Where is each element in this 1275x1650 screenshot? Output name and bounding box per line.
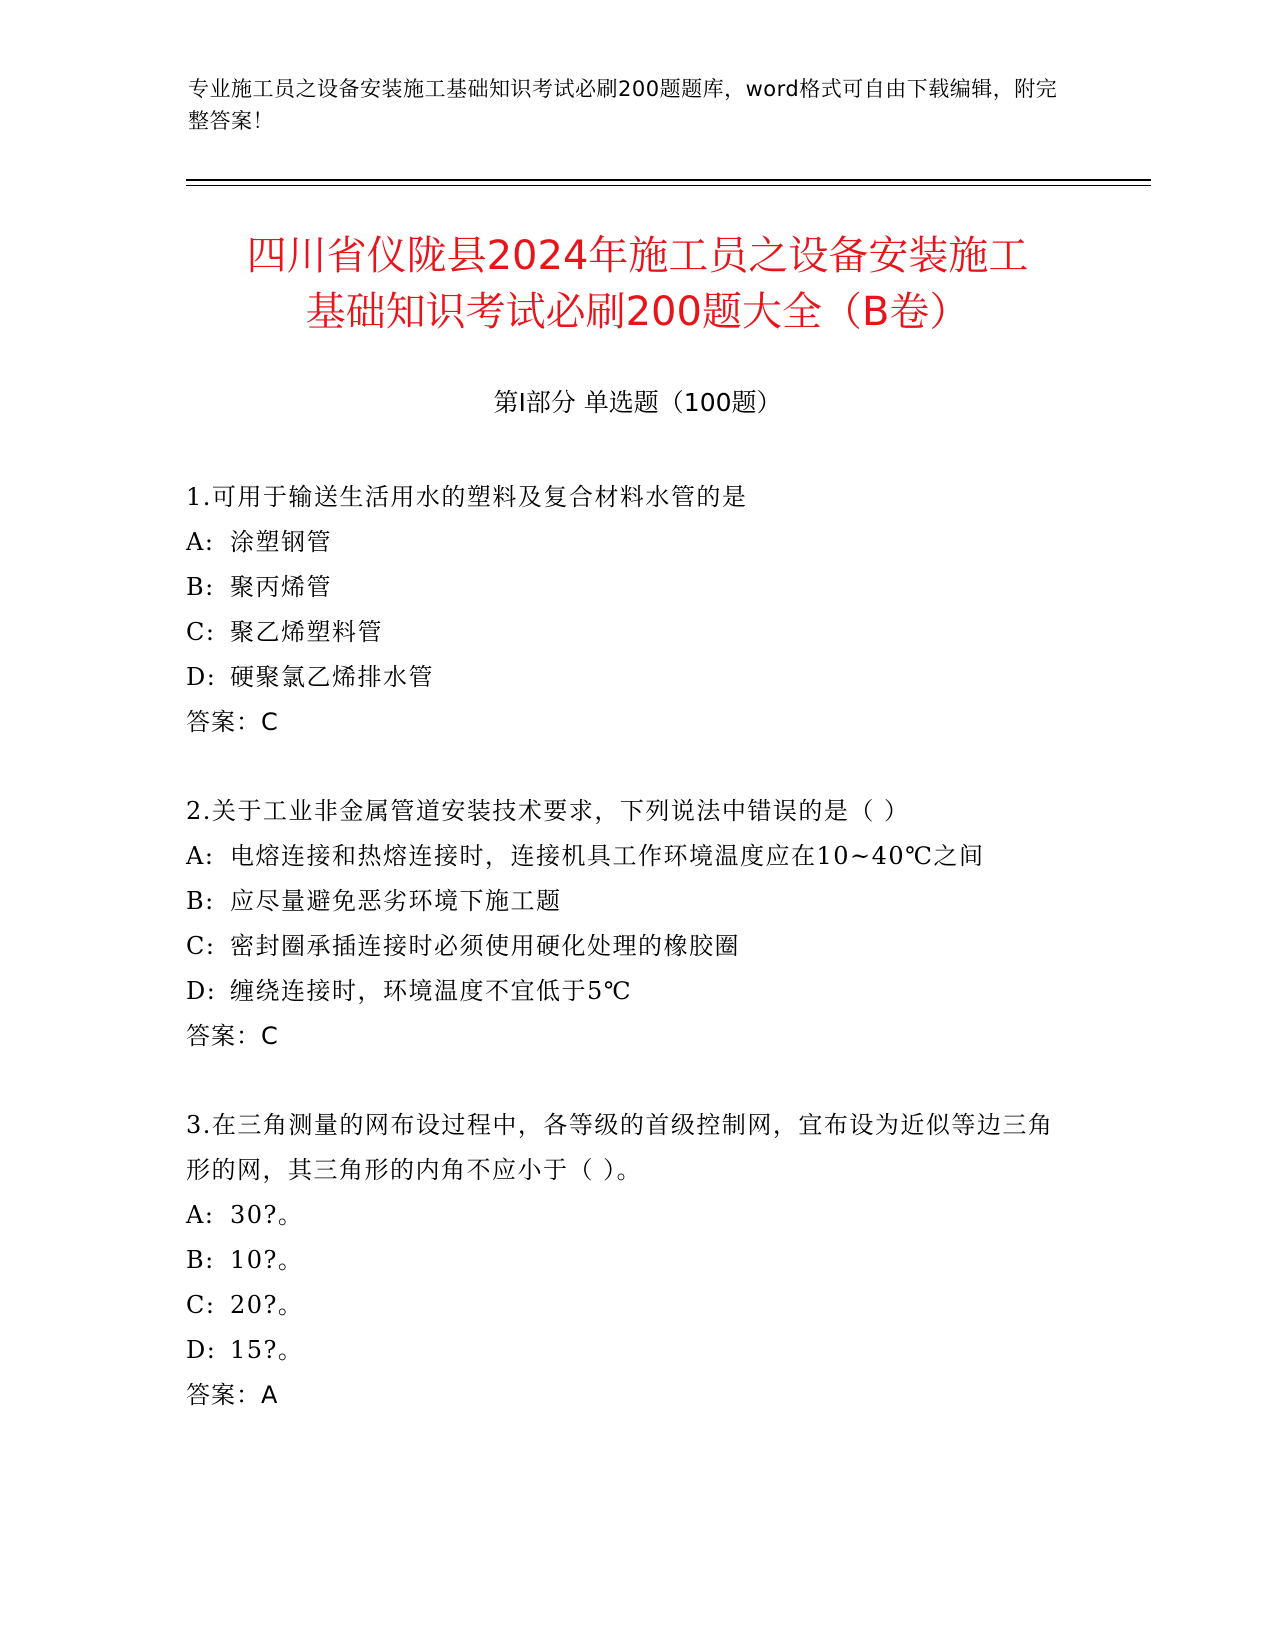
answer: 答案：C	[186, 1022, 279, 1050]
option-key: B:	[186, 573, 215, 601]
option-a	[186, 834, 1086, 879]
option-key: D:	[186, 1336, 217, 1364]
question-1	[186, 475, 1086, 745]
option-text: 涂塑钢管	[230, 528, 332, 556]
option-a	[186, 1193, 1086, 1238]
answer: 答案：C	[186, 708, 279, 736]
option-b	[186, 565, 1086, 610]
header-divider-thin	[186, 185, 1151, 186]
option-b	[186, 1238, 1086, 1283]
option-text: 15?。	[230, 1336, 304, 1364]
option-key: C:	[186, 618, 216, 646]
option-c	[186, 1283, 1086, 1328]
document-title-line-1: 四川省仪陇县2024年施工员之设备安装施工	[246, 233, 1029, 279]
header-note: 专业施工员之设备安装施工基础知识考试必刷200题题库，word格式可自由下载编辑，附完整答案！	[188, 77, 1058, 133]
option-c	[186, 924, 1086, 969]
option-key: C:	[186, 932, 216, 960]
section-title: 第Ⅰ部分 单选题（100题）	[493, 388, 782, 417]
option-b	[186, 879, 1086, 924]
question-2	[186, 789, 1086, 1059]
question-3	[186, 1103, 1086, 1418]
document-title	[150, 228, 1125, 340]
question-list	[186, 475, 1086, 1462]
question-stem: 1.可用于输送生活用水的塑料及复合材料水管的是	[186, 483, 748, 511]
option-text: 20?。	[230, 1291, 304, 1319]
option-a	[186, 520, 1086, 565]
option-key: D:	[186, 977, 217, 1005]
option-text: 10?。	[230, 1246, 304, 1274]
option-key: A:	[186, 528, 215, 556]
document-title-line-2: 基础知识考试必刷200题大全（B卷）	[305, 289, 970, 335]
question-stem: 2.关于工业非金属管道安装技术要求，下列说法中错误的是（ ）	[186, 797, 910, 825]
option-text: 缠绕连接时，环境温度不宜低于5℃	[230, 977, 633, 1005]
option-text: 硬聚氯乙烯排水管	[230, 663, 434, 691]
option-text: 30?。	[230, 1201, 304, 1229]
option-text: 电熔连接和热熔连接时，连接机具工作环境温度应在10~40℃之间	[230, 842, 985, 870]
question-stem: 3.在三角测量的网布设过程中，各等级的首级控制网，宜布设为近似等边三角形的网，其三角形的内角不应小于（ ）。	[186, 1111, 1054, 1184]
option-d	[186, 655, 1086, 700]
option-text: 聚丙烯管	[230, 573, 332, 601]
option-d	[186, 1328, 1086, 1373]
option-key: C:	[186, 1291, 216, 1319]
header-divider-thick	[186, 179, 1151, 181]
option-text: 聚乙烯塑料管	[230, 618, 383, 646]
option-key: A:	[186, 1201, 215, 1229]
option-d	[186, 969, 1086, 1014]
option-text: 应尽量避免恶劣环境下施工题	[230, 887, 562, 915]
answer: 答案：A	[186, 1381, 279, 1409]
option-text: 密封圈承插连接时必须使用硬化处理的橡胶圈	[230, 932, 740, 960]
option-key: A:	[186, 842, 215, 870]
option-key: B:	[186, 1246, 215, 1274]
option-key: D:	[186, 663, 217, 691]
option-c	[186, 610, 1086, 655]
option-key: B:	[186, 887, 215, 915]
